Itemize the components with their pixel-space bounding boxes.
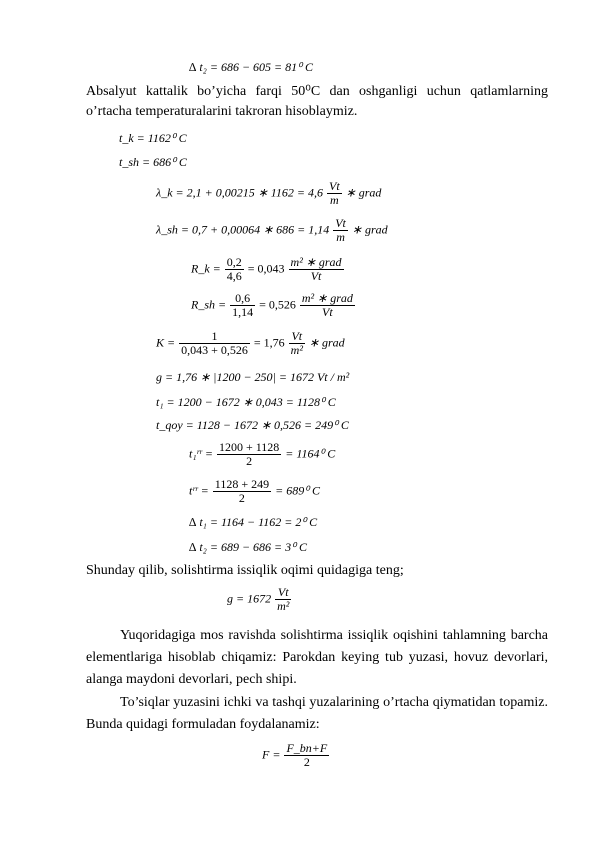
fraction: [217, 441, 281, 468]
formula-delta-t2-first: ∆ t₂ = 686 − 605 = 81⁰ C: [189, 60, 313, 74]
fraction-denominator: 2: [238, 491, 245, 505]
fraction-numerator: Vt: [275, 586, 291, 600]
paragraph-elements-calculation: Yuqoridagiga mos ravishda solishtirma issiqlik oqishini tahlamning barcha elementlariga hisoblab chiqamiz: Parokdan keying tub yuzasi, hovuz devorlari, alanga maydoni devorlari, pech shipi.: [86, 628, 548, 687]
formula-t-sh: t_sh = 686⁰ C: [119, 155, 187, 169]
fraction: [230, 292, 255, 319]
fraction: [179, 330, 250, 357]
paragraph-surface-average: To’siqlar yuzasini ichki va tashqi yuzalarining o’rtacha qiymatidan topamiz. Bunda quidagi formuladan foydalanamiz:: [86, 695, 548, 732]
formula-t1-rr: [189, 441, 335, 468]
formula-t-qoy: t_qoy = 1128 − 1672 ∗ 0,526 = 249⁰ C: [156, 418, 349, 432]
formula-k-rhs: ∗ grad: [308, 335, 345, 350]
fraction-numerator: 0,2: [226, 255, 242, 269]
fraction: [327, 180, 342, 207]
formula-lambda-sh-lhs: λ_sh = 0,7 + 0,00064 ∗ 686 = 1,14: [156, 222, 330, 237]
fraction-numerator: m² ∗ grad: [301, 291, 353, 305]
fraction-denominator: m: [336, 230, 345, 244]
formula-r-sh: [191, 292, 356, 319]
fraction: [284, 742, 329, 769]
formula-t1: t₁ = 1200 − 1672 ∗ 0,043 = 1128⁰ C: [156, 395, 336, 409]
fraction: [289, 330, 305, 357]
fraction-denominator: Vt: [310, 269, 322, 283]
formula-k: [156, 330, 345, 357]
formula-t-k: t_k = 1162⁰ C: [119, 131, 187, 145]
formula-f-lhs: F =: [262, 747, 281, 762]
fraction: [225, 256, 244, 283]
fraction-numerator: F_bn+F: [286, 741, 328, 755]
formula-lambda-k: [156, 180, 381, 207]
fraction-denominator: m²: [290, 343, 303, 357]
formula-r-k: [191, 256, 345, 283]
formula-lambda-k-lhs: λ_k = 2,1 + 0,00215 ∗ 1162 = 4,6: [156, 185, 323, 200]
formula-g-result-lhs: g = 1672: [227, 591, 272, 606]
fraction-denominator: 2: [246, 454, 253, 468]
formula-lambda-sh: [156, 217, 388, 244]
formula-k-lhs: K =: [156, 335, 176, 350]
fraction-denominator: 4,6: [226, 269, 242, 283]
fraction-numerator: m² ∗ grad: [290, 255, 342, 269]
fraction-numerator: 1128 + 249: [214, 477, 270, 491]
fraction: [300, 292, 355, 319]
paragraph-absolute-difference: Absalyut kattalik bo’yicha farqi 50⁰C dan oshganligi uchun qatlamlarning o’rtacha temperaturalarini takroran hisoblaymiz.: [86, 84, 548, 119]
formula-t1-rr-lhs: t₁ʳʳ =: [189, 446, 213, 461]
paragraph-heat-flux-intro: Shunday qilib, solishtirma issiqlik oqimi quidagiga teng;: [86, 563, 404, 578]
formula-r-k-mid: = 0,043: [247, 261, 285, 276]
fraction-denominator: 0,043 + 0,526: [181, 343, 248, 357]
fraction-denominator: Vt: [322, 305, 333, 319]
fraction-denominator: 2: [303, 755, 310, 769]
fraction-numerator: Vt: [335, 216, 346, 230]
formula-delta-t2-second: ∆ t₂ = 689 − 686 = 3⁰ C: [189, 540, 307, 554]
fraction-numerator: Vt: [289, 330, 305, 344]
fraction-numerator: 1: [179, 330, 250, 344]
fraction: [333, 217, 348, 244]
formula-r-k-lhs: R_k =: [191, 261, 221, 276]
formula-delta-t1: ∆ t₁ = 1164 − 1162 = 2⁰ C: [189, 515, 318, 529]
fraction-denominator: m²: [277, 599, 290, 613]
formula-lambda-sh-rhs: ∗ grad: [351, 222, 388, 237]
fraction-denominator: 1,14: [232, 305, 254, 319]
fraction-numerator: Vt: [328, 179, 340, 193]
formula-lambda-k-rhs: ∗ grad: [345, 185, 382, 200]
formula-g-result: [227, 586, 292, 613]
fraction: [275, 586, 291, 613]
fraction: [289, 256, 344, 283]
formula-t1-rr-rhs: = 1164⁰ C: [285, 446, 336, 461]
formula-r-sh-lhs: R_sh =: [191, 297, 227, 312]
formula-t-rr-rhs: = 689⁰ C: [275, 483, 321, 498]
fraction: [213, 478, 271, 505]
formula-t-rr: [189, 478, 320, 505]
formula-f: [262, 742, 330, 769]
fraction-numerator: 1200 + 1128: [218, 440, 280, 454]
formula-k-mid: = 1,76: [253, 335, 285, 350]
fraction-denominator: m: [329, 193, 339, 207]
formula-r-sh-mid: = 0,526: [259, 297, 296, 312]
fraction-numerator: 0,6: [230, 292, 255, 306]
formula-t-rr-lhs: tʳʳ =: [189, 483, 209, 498]
formula-g: g = 1,76 ∗ |1200 − 250| = 1672 Vt / m²: [156, 370, 350, 384]
